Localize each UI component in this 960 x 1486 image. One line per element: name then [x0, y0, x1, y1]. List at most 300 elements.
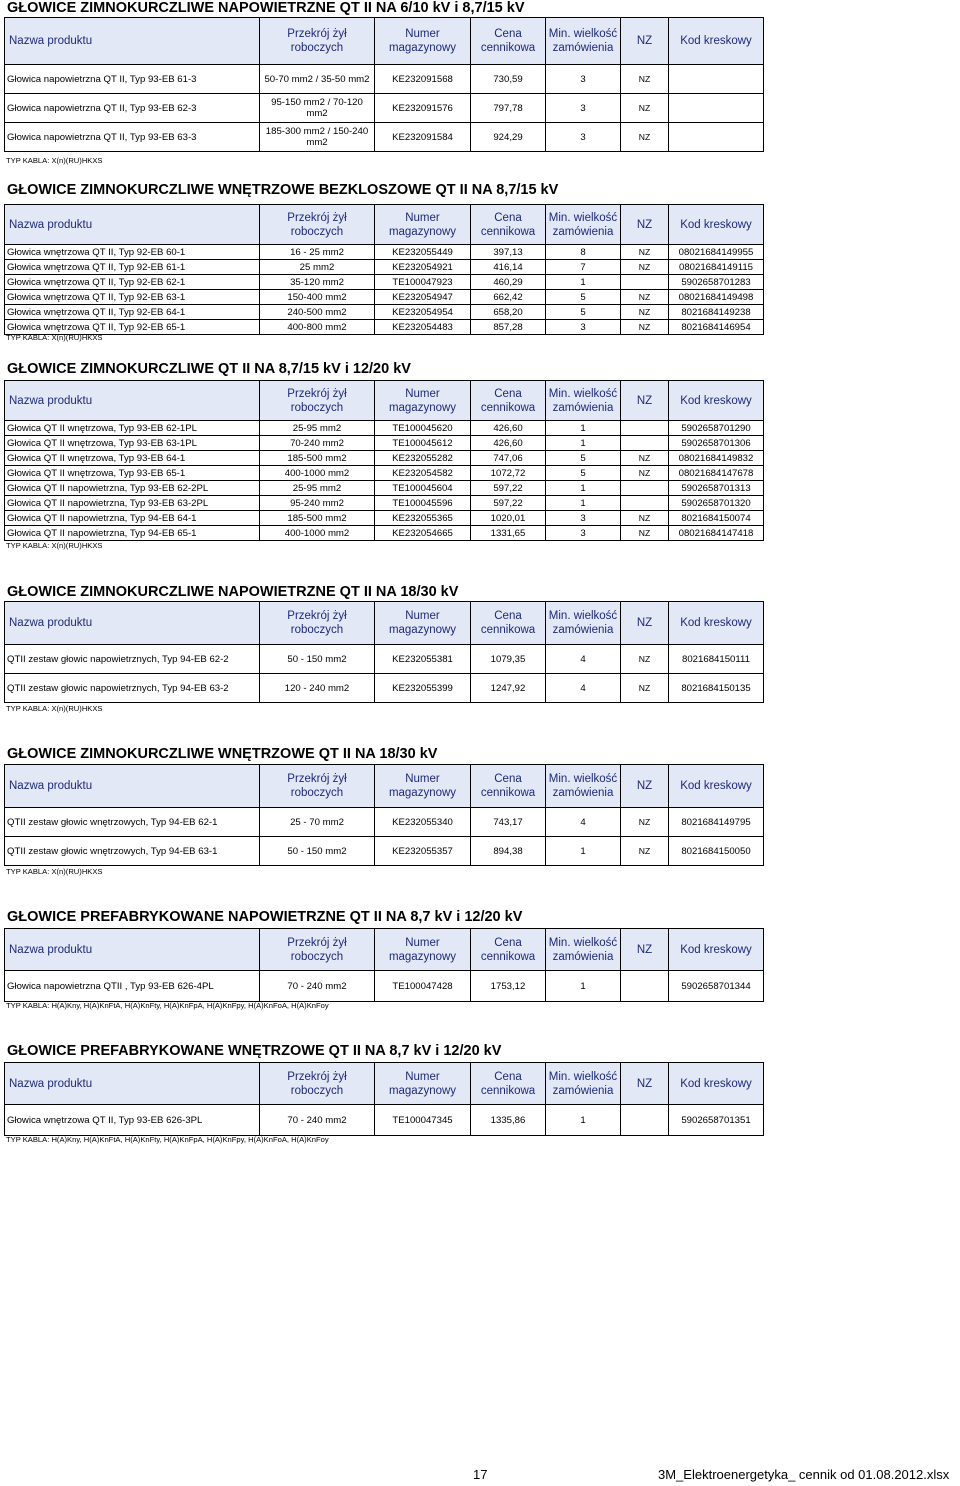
cross-section: 185-500 mm2: [260, 511, 375, 526]
col-header-price: [471, 381, 546, 421]
col-header-number-line1: Numer: [405, 610, 440, 622]
col-header-number-line2: magazynowy: [388, 624, 457, 636]
product-name: Głowica QT II wnętrzowa, Typ 93-EB 64-1: [5, 451, 260, 466]
min-order-qty: 1: [546, 837, 621, 866]
col-header-min-order-line1: Min. wielkość: [548, 387, 618, 400]
col-header-barcode-line1: Kod kreskowy: [680, 218, 752, 231]
col-header-barcode-line1: Kod kreskowy: [680, 35, 752, 47]
nz-flag: [621, 496, 669, 511]
barcode: 8021684150050: [669, 837, 764, 866]
col-header-number-line1: Numer: [405, 28, 440, 40]
col-header-price: [471, 602, 546, 645]
col-header-min-order: [546, 602, 621, 645]
nz-flag: NZ: [621, 65, 669, 94]
nz-flag: NZ: [621, 260, 669, 275]
col-header-price-line2: cennikowa: [480, 401, 536, 414]
col-header-min-order-line2: zamówienia: [552, 950, 614, 963]
col-header-name-line1: Nazwa produktu: [9, 943, 93, 956]
min-order-qty: 5: [546, 305, 621, 320]
list-price: 426,60: [471, 436, 546, 451]
stock-number: KE232054954: [375, 305, 471, 320]
stock-number: TE100045596: [375, 496, 471, 511]
col-header-min-order: [546, 765, 621, 808]
col-header-min-order-line1: Min. wielkość: [548, 773, 618, 785]
table-row: [5, 320, 764, 335]
min-order-qty: 1: [546, 436, 621, 451]
col-header-number-line1: Numer: [405, 387, 440, 400]
product-name: Głowica wnętrzowa QT II, Typ 92-EB 64-1: [5, 305, 260, 320]
section-title: GŁOWICE ZIMNOKURCZLIWE NAPOWIETRZNE QT II NA 6/10 kV i 8,7/15 kV: [7, 0, 525, 16]
col-header-price-line1: Cena: [494, 936, 522, 949]
barcode: 08021684147418: [669, 526, 764, 541]
col-header-name-line1: Nazwa produktu: [9, 1077, 93, 1090]
cross-section: 50 - 150 mm2: [260, 645, 375, 674]
product-name: Głowica QT II napowietrzna, Typ 93-EB 62-2PL: [5, 481, 260, 496]
stock-number: TE100045612: [375, 436, 471, 451]
col-header-barcode: [669, 18, 764, 65]
cross-section: 25 mm2: [260, 260, 375, 275]
header-row: [5, 765, 764, 808]
col-header-number-line2: magazynowy: [388, 950, 457, 963]
cross-section: 70-240 mm2: [260, 436, 375, 451]
product-name: Głowica QT II napowietrzna, Typ 93-EB 63-2PL: [5, 496, 260, 511]
list-price: 1753,12: [471, 971, 546, 1002]
product-name: Głowica wnętrzowa QT II, Typ 92-EB 61-1: [5, 260, 260, 275]
min-order-qty: 4: [546, 645, 621, 674]
col-header-cross-line2: roboczych: [290, 401, 344, 414]
header-row: [5, 929, 764, 971]
list-price: 460,29: [471, 275, 546, 290]
col-header-price: [471, 205, 546, 245]
stock-number: KE232054921: [375, 260, 471, 275]
nz-flag: [621, 275, 669, 290]
col-header-number-line1: Numer: [405, 936, 440, 949]
barcode: 8021684149238: [669, 305, 764, 320]
nz-flag: NZ: [621, 245, 669, 260]
table-row: [5, 674, 764, 703]
col-header-barcode-line1: Kod kreskowy: [680, 617, 752, 629]
col-header-price-line2: cennikowa: [480, 787, 536, 799]
col-header-cross-line2: roboczych: [290, 42, 344, 54]
barcode: 5902658701290: [669, 421, 764, 436]
stock-number: KE232054582: [375, 466, 471, 481]
section-title: GŁOWICE PREFABRYKOWANE NAPOWIETRZNE QT II NA 8,7 kV i 12/20 kV: [7, 909, 523, 925]
nz-flag: NZ: [621, 511, 669, 526]
stock-number: KE232054947: [375, 290, 471, 305]
stock-number: TE100045620: [375, 421, 471, 436]
col-header-price-line1: Cena: [494, 610, 522, 622]
barcode: 5902658701306: [669, 436, 764, 451]
min-order-qty: 1: [546, 971, 621, 1002]
cross-section: 25 - 70 mm2: [260, 808, 375, 837]
barcode: 5902658701283: [669, 275, 764, 290]
cross-section: 50 - 150 mm2: [260, 837, 375, 866]
table-row: [5, 94, 764, 123]
col-header-number-line1: Numer: [405, 1070, 440, 1083]
col-header-barcode-line1: Kod kreskowy: [680, 943, 752, 956]
table-row: [5, 526, 764, 541]
cable-type-note: TYP KABLA: X(n)(RU)HKXS: [6, 867, 103, 876]
col-header-nz: [621, 381, 669, 421]
price-table: [4, 601, 764, 703]
stock-number: KE232091576: [375, 94, 471, 123]
col-header-cross-line1: Przekrój żył: [287, 28, 347, 40]
cross-section: 25-95 mm2: [260, 421, 375, 436]
price-table: [4, 1062, 764, 1136]
col-header-name-line1: Nazwa produktu: [9, 617, 93, 629]
header-row: [5, 18, 764, 65]
min-order-qty: 3: [546, 511, 621, 526]
cable-type-note: TYP KABLA: X(n)(RU)HKXS: [6, 156, 103, 165]
nz-flag: [621, 421, 669, 436]
col-header-cross-line2: roboczych: [290, 787, 344, 799]
col-header-nz: [621, 1063, 669, 1105]
list-price: 1072,72: [471, 466, 546, 481]
col-header-price: [471, 18, 546, 65]
header-row: [5, 205, 764, 245]
col-header-nz-line1: NZ: [636, 780, 653, 792]
barcode: 08021684149498: [669, 290, 764, 305]
list-price: 1020,01: [471, 511, 546, 526]
product-name: Głowica napowietrzna QT II, Typ 93-EB 61-3: [5, 65, 260, 94]
table-row: [5, 290, 764, 305]
table-row: [5, 496, 764, 511]
list-price: 426,60: [471, 421, 546, 436]
cross-section: 35-120 mm2: [260, 275, 375, 290]
col-header-cross-line1: Przekrój żył: [287, 773, 347, 785]
product-name: Głowica wnętrzowa QT II, Typ 93-EB 626-3PL: [5, 1105, 260, 1136]
price-table-wrap: [4, 928, 764, 1002]
nz-flag: [621, 971, 669, 1002]
col-header-price-line1: Cena: [494, 773, 522, 785]
min-order-qty: 3: [546, 123, 621, 152]
col-header-barcode: [669, 929, 764, 971]
col-header-price-line2: cennikowa: [480, 42, 536, 54]
col-header-cross: [260, 381, 375, 421]
col-header-price-line2: cennikowa: [480, 950, 536, 963]
table-row: [5, 421, 764, 436]
price-table: [4, 764, 764, 866]
nz-flag: NZ: [621, 526, 669, 541]
min-order-qty: 1: [546, 421, 621, 436]
price-table: [4, 928, 764, 1002]
table-row: [5, 511, 764, 526]
barcode: 5902658701351: [669, 1105, 764, 1136]
col-header-name: [5, 381, 260, 421]
col-header-name: [5, 18, 260, 65]
nz-flag: NZ: [621, 466, 669, 481]
col-header-nz-line1: NZ: [636, 394, 653, 407]
barcode: 08021684147678: [669, 466, 764, 481]
col-header-number-line2: magazynowy: [388, 787, 457, 799]
col-header-min-order-line2: zamówienia: [552, 1084, 614, 1097]
min-order-qty: 5: [546, 466, 621, 481]
list-price: 416,14: [471, 260, 546, 275]
barcode: 8021684146954: [669, 320, 764, 335]
stock-number: KE232055340: [375, 808, 471, 837]
page-number: 17: [473, 1467, 488, 1482]
col-header-price-line2: cennikowa: [480, 225, 536, 238]
product-name: Głowica QT II wnętrzowa, Typ 93-EB 65-1: [5, 466, 260, 481]
list-price: 1331,65: [471, 526, 546, 541]
min-order-qty: 4: [546, 674, 621, 703]
price-table-wrap: [4, 380, 764, 541]
product-name: Głowica wnętrzowa QT II, Typ 92-EB 62-1: [5, 275, 260, 290]
col-header-nz: [621, 205, 669, 245]
price-table: [4, 204, 764, 335]
cross-section: 185-300 mm2 / 150-240 mm2: [260, 123, 375, 152]
table-row: [5, 65, 764, 94]
barcode: 08021684149115: [669, 260, 764, 275]
col-header-nz-line1: NZ: [636, 35, 653, 47]
min-order-qty: 1: [546, 1105, 621, 1136]
table-row: [5, 645, 764, 674]
col-header-number-line2: magazynowy: [388, 225, 457, 238]
stock-number: KE232055357: [375, 837, 471, 866]
col-header-min-order: [546, 18, 621, 65]
col-header-name-line1: Nazwa produktu: [9, 218, 93, 231]
barcode: 5902658701320: [669, 496, 764, 511]
table-row: [5, 808, 764, 837]
col-header-price: [471, 765, 546, 808]
list-price: 662,42: [471, 290, 546, 305]
col-header-price-line2: cennikowa: [480, 1084, 536, 1097]
section-title: GŁOWICE PREFABRYKOWANE WNĘTRZOWE QT II NA 8,7 kV i 12/20 kV: [7, 1043, 502, 1059]
col-header-cross: [260, 1063, 375, 1105]
col-header-number-line2: magazynowy: [388, 401, 457, 414]
col-header-nz-line1: NZ: [636, 1077, 653, 1090]
price-table-wrap: [4, 764, 764, 866]
barcode: 8021684150111: [669, 645, 764, 674]
list-price: 894,38: [471, 837, 546, 866]
barcode: 8021684149795: [669, 808, 764, 837]
cable-type-note: TYP KABLA: X(n)(RU)HKXS: [6, 704, 103, 713]
nz-flag: NZ: [621, 290, 669, 305]
col-header-min-order: [546, 205, 621, 245]
list-price: 1079,35: [471, 645, 546, 674]
section-title: GŁOWICE ZIMNOKURCZLIWE NAPOWIETRZNE QT II NA 18/30 kV: [7, 584, 459, 600]
list-price: 747,06: [471, 451, 546, 466]
col-header-min-order-line2: zamówienia: [552, 225, 614, 238]
col-header-name: [5, 602, 260, 645]
col-header-nz: [621, 602, 669, 645]
list-price: 597,22: [471, 496, 546, 511]
nz-flag: [621, 481, 669, 496]
col-header-number: [375, 18, 471, 65]
col-header-cross: [260, 18, 375, 65]
table-row: [5, 481, 764, 496]
col-header-nz-line1: NZ: [636, 943, 653, 956]
col-header-barcode: [669, 765, 764, 808]
col-header-name-line1: Nazwa produktu: [9, 780, 93, 792]
col-header-price: [471, 1063, 546, 1105]
col-header-number-line1: Numer: [405, 773, 440, 785]
cross-section: 120 - 240 mm2: [260, 674, 375, 703]
stock-number: KE232055399: [375, 674, 471, 703]
list-price: 597,22: [471, 481, 546, 496]
nz-flag: [621, 436, 669, 451]
table-row: [5, 451, 764, 466]
cross-section: 185-500 mm2: [260, 451, 375, 466]
col-header-number-line2: magazynowy: [388, 42, 457, 54]
product-name: Głowica QT II wnętrzowa, Typ 93-EB 63-1PL: [5, 436, 260, 451]
list-price: 924,29: [471, 123, 546, 152]
product-name: Głowica napowietrzna QT II, Typ 93-EB 62-3: [5, 94, 260, 123]
list-price: 658,20: [471, 305, 546, 320]
list-price: 1247,92: [471, 674, 546, 703]
col-header-cross: [260, 765, 375, 808]
price-table: [4, 380, 764, 541]
col-header-cross-line1: Przekrój żył: [287, 211, 347, 224]
stock-number: TE100047345: [375, 1105, 471, 1136]
barcode: 8021684150135: [669, 674, 764, 703]
col-header-price: [471, 929, 546, 971]
col-header-min-order: [546, 929, 621, 971]
col-header-min-order-line1: Min. wielkość: [548, 211, 618, 224]
col-header-barcode: [669, 1063, 764, 1105]
table-row: [5, 275, 764, 290]
product-name: Głowica QT II wnętrzowa, Typ 93-EB 62-1PL: [5, 421, 260, 436]
table-row: [5, 305, 764, 320]
nz-flag: NZ: [621, 94, 669, 123]
col-header-cross-line1: Przekrój żył: [287, 1070, 347, 1083]
col-header-number-line1: Numer: [405, 211, 440, 224]
cross-section: 240-500 mm2: [260, 305, 375, 320]
barcode: [669, 65, 764, 94]
list-price: 743,17: [471, 808, 546, 837]
cross-section: 400-800 mm2: [260, 320, 375, 335]
col-header-barcode-line1: Kod kreskowy: [680, 1077, 752, 1090]
col-header-nz: [621, 18, 669, 65]
col-header-number: [375, 929, 471, 971]
col-header-barcode: [669, 602, 764, 645]
header-row: [5, 602, 764, 645]
min-order-qty: 1: [546, 496, 621, 511]
nz-flag: NZ: [621, 808, 669, 837]
min-order-qty: 1: [546, 275, 621, 290]
col-header-min-order-line2: zamówienia: [552, 787, 614, 799]
stock-number: KE232055449: [375, 245, 471, 260]
section-title: GŁOWICE ZIMNOKURCZLIWE WNĘTRZOWE QT II NA 18/30 kV: [7, 746, 438, 762]
nz-flag: NZ: [621, 837, 669, 866]
col-header-min-order-line1: Min. wielkość: [548, 936, 618, 949]
min-order-qty: 3: [546, 320, 621, 335]
cross-section: 95-150 mm2 / 70-120 mm2: [260, 94, 375, 123]
col-header-min-order-line1: Min. wielkość: [548, 1070, 618, 1083]
cross-section: 70 - 240 mm2: [260, 1105, 375, 1136]
nz-flag: NZ: [621, 320, 669, 335]
file-name: 3M_Elektroenergetyka_ cennik od 01.08.2012.xlsx: [658, 1467, 950, 1482]
col-header-min-order-line1: Min. wielkość: [548, 610, 618, 622]
table-row: [5, 837, 764, 866]
product-name: QTII zestaw głowic wnętrzowych, Typ 94-EB 63-1: [5, 837, 260, 866]
col-header-name-line1: Nazwa produktu: [9, 394, 93, 407]
col-header-name: [5, 765, 260, 808]
col-header-nz-line1: NZ: [636, 617, 653, 629]
price-table-wrap: [4, 204, 764, 335]
min-order-qty: 3: [546, 65, 621, 94]
nz-flag: NZ: [621, 451, 669, 466]
col-header-number: [375, 205, 471, 245]
col-header-price-line2: cennikowa: [480, 624, 536, 636]
price-table-wrap: [4, 601, 764, 703]
table-row: [5, 245, 764, 260]
min-order-qty: 5: [546, 451, 621, 466]
stock-number: TE100047428: [375, 971, 471, 1002]
product-name: QTII zestaw głowic napowietrznych, Typ 94-EB 63-2: [5, 674, 260, 703]
col-header-cross: [260, 602, 375, 645]
cross-section: 400-1000 mm2: [260, 526, 375, 541]
col-header-number: [375, 602, 471, 645]
product-name: Głowica wnętrzowa QT II, Typ 92-EB 63-1: [5, 290, 260, 305]
col-header-cross-line1: Przekrój żył: [287, 936, 347, 949]
min-order-qty: 5: [546, 290, 621, 305]
barcode: [669, 94, 764, 123]
header-row: [5, 1063, 764, 1105]
stock-number: KE232054483: [375, 320, 471, 335]
cross-section: 50-70 mm2 / 35-50 mm2: [260, 65, 375, 94]
min-order-qty: 3: [546, 526, 621, 541]
table-row: [5, 123, 764, 152]
col-header-number-line2: magazynowy: [388, 1084, 457, 1097]
col-header-min-order-line1: Min. wielkość: [548, 28, 618, 40]
cable-type-note: TYP KABLA: H(A)Kny, H(A)KnFtA, H(A)KnFty, H(A)KnFpA, H(A)KnFpy, H(A)KnFoA, H(A)KnFoy: [6, 1001, 329, 1010]
col-header-cross-line2: roboczych: [290, 624, 344, 636]
barcode: 8021684150074: [669, 511, 764, 526]
col-header-price-line1: Cena: [494, 387, 522, 400]
product-name: Głowica wnętrzowa QT II, Typ 92-EB 65-1: [5, 320, 260, 335]
product-name: Głowica QT II napowietrzna, Typ 94-EB 64-1: [5, 511, 260, 526]
table-row: [5, 971, 764, 1002]
min-order-qty: 7: [546, 260, 621, 275]
col-header-price-line1: Cena: [494, 211, 522, 224]
nz-flag: NZ: [621, 123, 669, 152]
col-header-name: [5, 929, 260, 971]
col-header-price-line1: Cena: [494, 1070, 522, 1083]
nz-flag: NZ: [621, 305, 669, 320]
table-row: [5, 436, 764, 451]
barcode: 08021684149832: [669, 451, 764, 466]
stock-number: TE100045604: [375, 481, 471, 496]
col-header-nz-line1: NZ: [636, 218, 653, 231]
product-name: QTII zestaw głowic napowietrznych, Typ 94-EB 62-2: [5, 645, 260, 674]
nz-flag: [621, 1105, 669, 1136]
min-order-qty: 8: [546, 245, 621, 260]
col-header-name: [5, 205, 260, 245]
min-order-qty: 1: [546, 481, 621, 496]
col-header-number: [375, 381, 471, 421]
product-name: Głowica napowietrzna QT II, Typ 93-EB 63-3: [5, 123, 260, 152]
cable-type-note: TYP KABLA: X(n)(RU)HKXS: [6, 541, 103, 550]
col-header-number: [375, 1063, 471, 1105]
list-price: 797,78: [471, 94, 546, 123]
col-header-cross-line2: roboczych: [290, 225, 344, 238]
table-row: [5, 260, 764, 275]
cable-type-note: TYP KABLA: H(A)Kny, H(A)KnFtA, H(A)KnFty, H(A)KnFpA, H(A)KnFpy, H(A)KnFoA, H(A)KnFoy: [6, 1135, 329, 1144]
stock-number: KE232091568: [375, 65, 471, 94]
cross-section: 70 - 240 mm2: [260, 971, 375, 1002]
list-price: 397,13: [471, 245, 546, 260]
price-table: [4, 17, 764, 152]
nz-flag: NZ: [621, 645, 669, 674]
col-header-barcode: [669, 381, 764, 421]
table-row: [5, 1105, 764, 1136]
stock-number: KE232091584: [375, 123, 471, 152]
col-header-name: [5, 1063, 260, 1105]
table-row: [5, 466, 764, 481]
stock-number: KE232055381: [375, 645, 471, 674]
section-title: GŁOWICE ZIMNOKURCZLIWE WNĘTRZOWE BEZKLOSZOWE QT II NA 8,7/15 kV: [7, 182, 559, 198]
